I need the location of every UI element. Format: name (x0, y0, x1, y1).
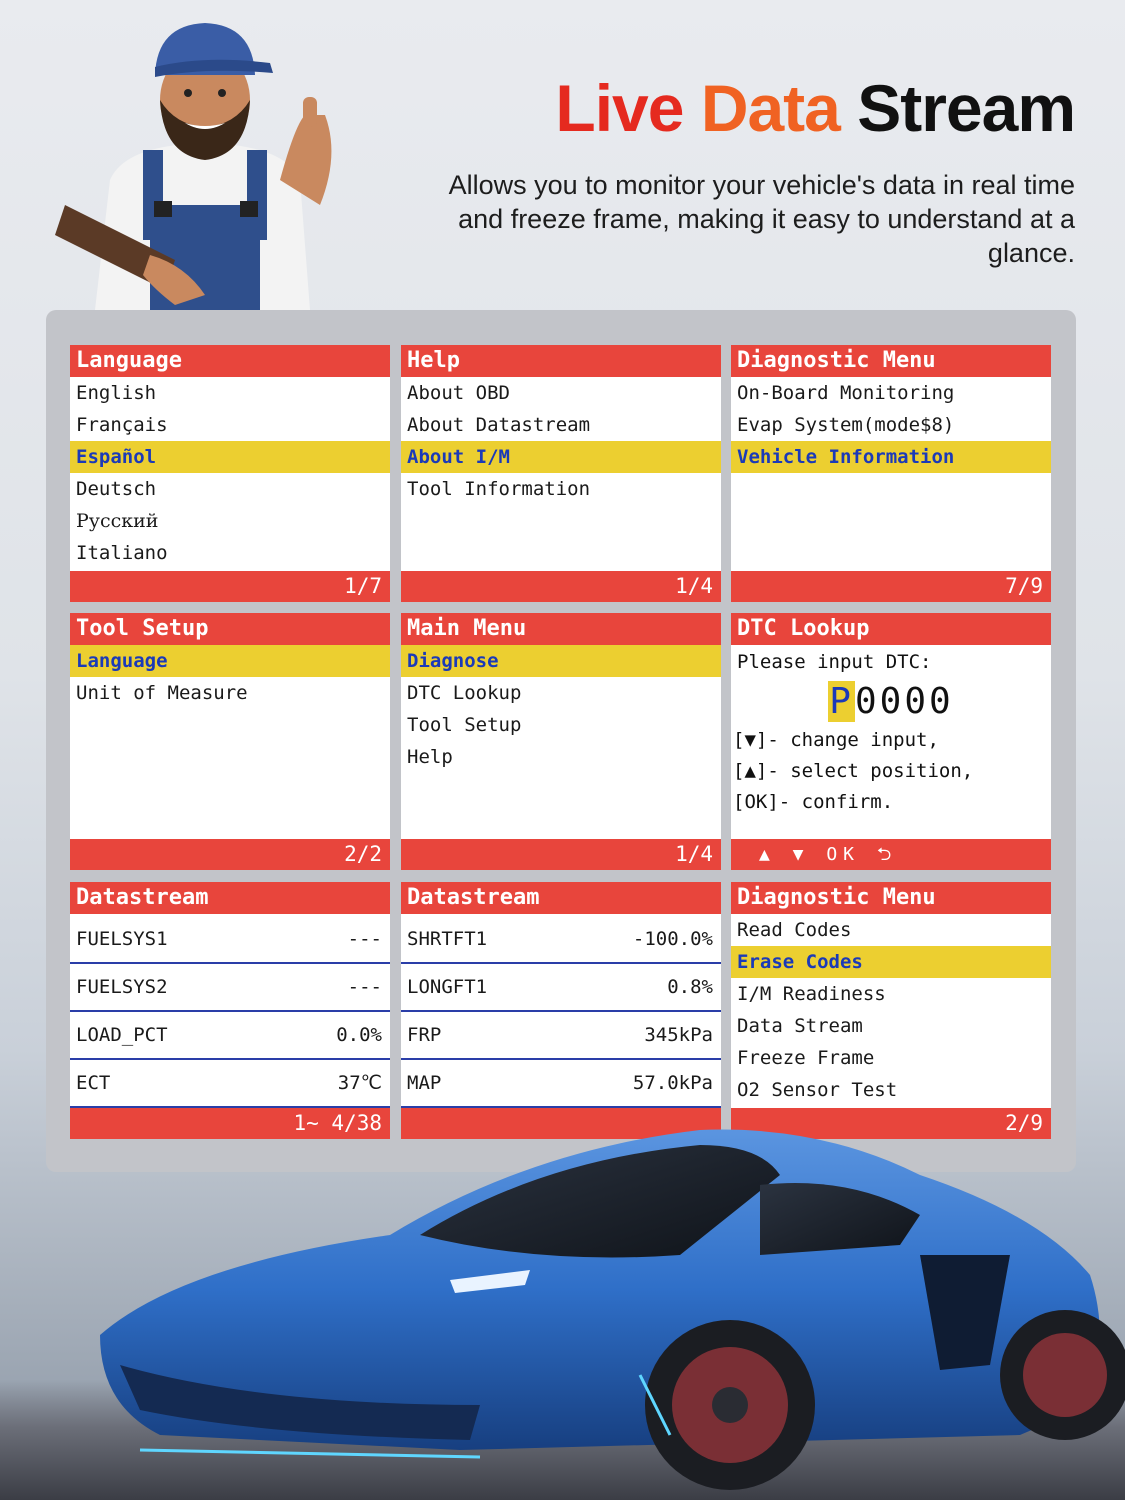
screen-datastream-2 (401, 882, 721, 1139)
screen-main-menu (401, 613, 721, 870)
pid-value: 0.8% (667, 976, 713, 998)
menu-item[interactable]: Deutsch (76, 478, 157, 500)
screen-title: Language (70, 345, 390, 377)
pid-value: --- (347, 928, 382, 950)
datastream-row[interactable] (401, 916, 721, 964)
screen-title: Datastream (401, 882, 721, 914)
menu-item-selected[interactable]: Diagnose (401, 645, 721, 677)
dtc-prompt: Please input DTC: (737, 651, 932, 673)
screen-datastream-1 (70, 882, 390, 1139)
screen-title: Help (401, 345, 721, 377)
pid-value: 57.0kPa (632, 1072, 713, 1094)
menu-item[interactable]: Freeze Frame (737, 1047, 875, 1069)
pid-value: 345kPa (644, 1024, 713, 1046)
page-indicator: 2/9 (731, 1108, 1051, 1139)
menu-item[interactable]: Help (407, 746, 453, 768)
menu-item[interactable]: Evap System(mode$8) (737, 414, 955, 436)
screen-title: Tool Setup (70, 613, 390, 645)
page-indicator: 1/4 (401, 839, 721, 870)
page-indicator: 1/7 (70, 571, 390, 602)
screen-language (70, 345, 390, 602)
menu-item[interactable]: Tool Setup (407, 714, 522, 736)
menu-item-selected[interactable]: Español (70, 441, 390, 473)
page-indicator: 7/9 (731, 571, 1051, 602)
screen-title: Datastream (70, 882, 390, 914)
datastream-row[interactable] (401, 1012, 721, 1060)
pid-name: SHRTFT1 (407, 928, 488, 950)
page-indicator: 1/4 (401, 571, 721, 602)
menu-item[interactable]: Data Stream (737, 1015, 863, 1037)
pid-value: --- (347, 976, 382, 998)
screen-title: DTC Lookup (731, 613, 1051, 645)
screen-tool-setup (70, 613, 390, 870)
datastream-row[interactable] (70, 1060, 390, 1108)
datastream-row[interactable] (70, 1012, 390, 1060)
menu-item[interactable]: About OBD (407, 382, 510, 404)
datastream-row[interactable] (401, 964, 721, 1012)
menu-item[interactable]: Italiano (76, 542, 168, 564)
hero-subtitle: Allows you to monitor your vehicle's data in real time and freeze frame, making it easy to understand at a glance. (448, 170, 1075, 268)
menu-item[interactable]: Русский (76, 510, 159, 532)
menu-item[interactable]: On-Board Monitoring (737, 382, 955, 404)
pid-name: LOAD_PCT (76, 1024, 168, 1046)
page-indicator: 1~ 4/38 (70, 1108, 390, 1139)
screen-dtc-lookup (731, 613, 1051, 870)
pid-name: MAP (407, 1072, 442, 1094)
menu-item-selected[interactable]: About I/M (401, 441, 721, 473)
pid-name: ECT (76, 1072, 111, 1094)
mechanic-illustration (55, 5, 355, 310)
pid-value: 37℃ (337, 1072, 382, 1094)
screen-diagnostic-menu-bottom (731, 882, 1051, 1139)
menu-item[interactable]: About Datastream (407, 414, 591, 436)
datastream-row[interactable] (70, 964, 390, 1012)
dtc-code-cursor[interactable]: P (829, 681, 854, 722)
menu-item[interactable]: English (76, 382, 157, 404)
sports-car-illustration (60, 1105, 1125, 1500)
menu-item[interactable]: Read Codes (737, 919, 852, 941)
page-indicator: 2/2 (70, 839, 390, 870)
dtc-help-line: [▲]- select position, (733, 760, 974, 782)
dtc-help-line: [OK]- confirm. (733, 791, 894, 813)
dtc-code-digits[interactable]: 0000 (854, 681, 954, 722)
datastream-row[interactable] (401, 1060, 721, 1108)
screen-help (401, 345, 721, 602)
pid-name: LONGFT1 (407, 976, 488, 998)
hero-title-live: Live (555, 71, 684, 145)
menu-item[interactable]: Unit of Measure (76, 682, 248, 704)
menu-item[interactable]: I/M Readiness (737, 983, 886, 1005)
key-hints: ▲ ▼ OK ⮌ (731, 839, 1051, 870)
pid-name: FUELSYS1 (76, 928, 168, 950)
pid-value: 0.0% (336, 1024, 382, 1046)
dtc-code-input[interactable] (731, 679, 1051, 725)
menu-item-selected[interactable]: Vehicle Information (731, 441, 1051, 473)
pid-value: -100.0% (632, 928, 713, 950)
screens-panel (46, 310, 1076, 1172)
screen-title: Diagnostic Menu (731, 345, 1051, 377)
dtc-help-line: [▼]- change input, (733, 729, 939, 751)
hero-title (555, 70, 1075, 146)
hero-title-stream: Stream (857, 71, 1075, 145)
screen-title: Diagnostic Menu (731, 882, 1051, 914)
menu-item-selected[interactable]: Erase Codes (731, 946, 1051, 978)
menu-item-selected[interactable]: Language (70, 645, 390, 677)
screen-title: Main Menu (401, 613, 721, 645)
pid-name: FRP (407, 1024, 442, 1046)
pid-name: FUELSYS2 (76, 976, 168, 998)
datastream-row[interactable] (70, 916, 390, 964)
menu-item[interactable]: DTC Lookup (407, 682, 522, 704)
screen-diagnostic-menu-top (731, 345, 1051, 602)
menu-item[interactable]: Français (76, 414, 168, 436)
hero-title-data: Data (700, 71, 840, 145)
menu-item[interactable]: O2 Sensor Test (737, 1079, 898, 1101)
menu-item[interactable]: Tool Information (407, 478, 591, 500)
